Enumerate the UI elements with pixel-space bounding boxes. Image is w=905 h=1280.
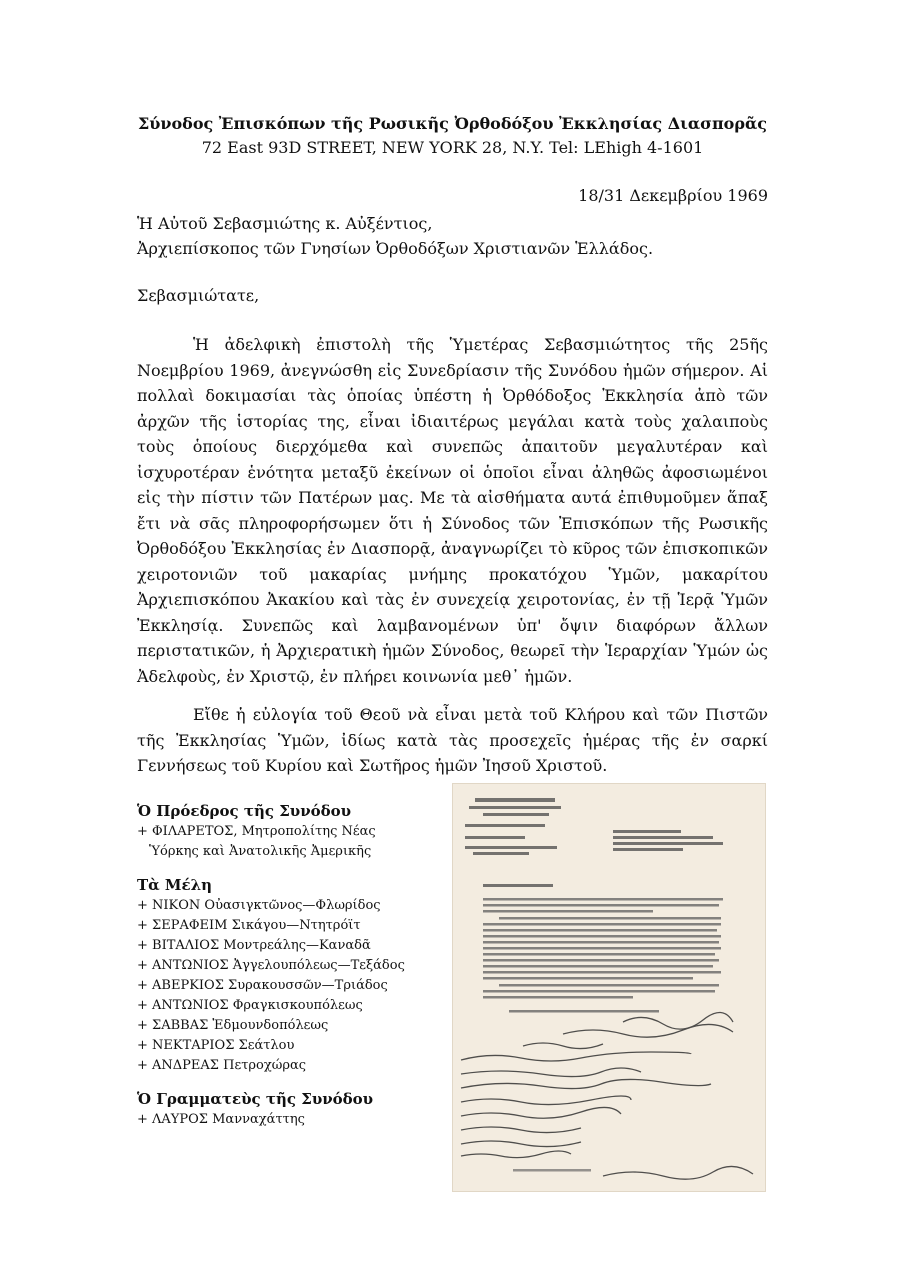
salutation: Σεβασμιώτατε, xyxy=(137,286,260,305)
letterhead xyxy=(0,112,905,160)
letter-date: 18/31 Δεκεμβρίου 1969 xyxy=(578,186,768,205)
organization-address: 72 East 93D STREET, NEW YORK 28, N.Y. Tel: LEhigh 4-1601 xyxy=(201,138,704,157)
addressee-line-2: Ἀρχιεπίσκοπος τῶν Γνησίων Ὀρθοδόξων Χριστιανῶν Ἑλλάδος. xyxy=(137,239,654,258)
member-item: + ΣΕΡΑΦΕΙΜ Σικάγου—Ντητρόϊτ xyxy=(137,918,361,933)
body-paragraph-2: Εἴθε ἡ εὐλογία τοῦ Θεοῦ νὰ εἶναι μετὰ τοῦ Κλήρου καὶ τῶν Πιστῶν τῆς Ἐκκλησίας Ὑμῶν, ἰδίως κατὰ τὰς προσεχεῖς ἡμέρας τῆς ἐν σαρκί Γεννήσεως τοῦ Κυρίου καὶ Σωτῆρος ἡμῶν Ἰησοῦ Χριστοῦ. xyxy=(137,705,768,775)
original-letter-scan-image xyxy=(452,783,766,1192)
member-item: + ΝΕΚΤΑΡΙΟΣ Σεάτλου xyxy=(137,1038,295,1053)
president-line-2: Ὑόρκης καὶ Ἀνατολικῆς Ἀμερικῆς xyxy=(149,844,372,859)
body-paragraph-1: Ἡ ἀδελφικὴ ἐπιστολὴ τῆς Ὑμετέρας Σεβασμιώτητος τῆς 25ῆς Νοεμβρίου 1969, ἀνεγνώσθη εἰς Συνεδρίασιν τῆς Συνόδου ἡμῶν σήμερον. Αἱ πολλαὶ δοκιμασίαι τὰς ὁποίας ὑπέστη ἡ Ὀρθόδοξος Ἐκκλησία ἀπὸ τῶν ἀρχῶν τῆς ἱστορίας της, εἶναι ἰδιαιτέρως μεγάλαι κατὰ τοὺς χαλαιποὺς τοὺς ὁποίους διερχόμεθα καὶ συνεπῶς ἀπαιτοῦν μεγαλυτέραν καὶ ἰσχυροτέραν ἑνότητα μεταξῦ ἐκείνων οἱ ὁποῖοι εἶναι ἀληθῶς ἀφοσιωμένοι εἰς τὴν πίστιν τῶν Πατέρων μας. Με τὰ αἰσθήματα αυτά ἐπιθυμοῦμεν ἅπαξ ἔτι νὰ σᾶς πληροφορήσωμεν ὅτι ἡ Σύνοδος τῶν Ἐπισκόπων τῆς Ρωσικῆς Ὀρθοδόξου Ἐκκλησίας ἐν Διασπορᾷ, ἀναγνωρίζει τὸ κῦρος τῶν ἐπισκοπικῶν χειροτονιῶν τοῦ μακαρίας μνήμης προκατόχου Ὑμῶν, μακαρίτου Ἀρχιεπισκόπου Ἀκακίου καὶ τὰς ἐν συνεχείᾳ χειροτονίας, ἐν τῇ Ἱερᾷ Ὑμῶν Ἐκκλησίᾳ. Συνεπῶς καὶ λαμβανομένων ὑπ' ὄψιν διαφόρων ἄλλων περιστατικῶν, ἡ Ἀρχιερατικὴ ἡμῶν Σύνοδος, θεωρεῖ τὴν Ἱεραρχίαν Ὑμών ὡς Ἀδελφοὺς, ἐν Χριστῷ, ἐν πλήρει κοινωνία μεθ᾽ ἡμῶν. xyxy=(137,335,768,686)
member-item: + ΑΝΤΩΝΙΟΣ Ἀγγελουπόλεως—Τεξάδος xyxy=(137,958,405,973)
secretary-line: + ΛΑΥΡΟΣ Μανναχάττης xyxy=(137,1112,305,1127)
addressee-block xyxy=(137,211,653,261)
member-item: + ΑΝΔΡΕΑΣ Πετροχώρας xyxy=(137,1058,307,1073)
signature-block xyxy=(137,800,447,1130)
member-item: + ΝΙΚΟΝ Οὐασιγκτῶνος—Φλωρίδος xyxy=(137,898,381,913)
president-line-1: + ΦΙΛΑΡΕΤΟΣ, Μητροπολίτης Νέας xyxy=(137,824,376,839)
addressee-line-1: Ἡ Αὐτοῦ Σεβασμιώτης κ. Αὐξέντιος, xyxy=(137,214,433,233)
member-item: + ΑΝΤΩΝΙΟΣ Φραγκισκουπόλεως xyxy=(137,998,363,1013)
member-item: + ΑΒΕΡΚΙΟΣ Συρακουσσῶν—Τριάδος xyxy=(137,978,388,993)
president-heading: Ὁ Πρόεδρος τῆς Συνόδου xyxy=(137,802,352,820)
secretary-heading: Ὁ Γραμματεὺς τῆς Συνόδου xyxy=(137,1090,374,1108)
original-letter-scan-illustration xyxy=(453,784,765,1191)
member-item: + ΣΑΒΒΑΣ Ἐδμουνδοπόλεως xyxy=(137,1018,329,1033)
member-item: + ΒΙΤΑΛΙΟΣ Μοντρεάλης—Καναδᾶ xyxy=(137,938,371,953)
members-heading: Τὰ Μέλη xyxy=(137,876,213,894)
organization-name: Σύνοδος Ἐπισκόπων τῆς Ρωσικῆς Ὀρθοδόξου Ἐκκλησίας Διασπορᾶς xyxy=(137,114,768,133)
